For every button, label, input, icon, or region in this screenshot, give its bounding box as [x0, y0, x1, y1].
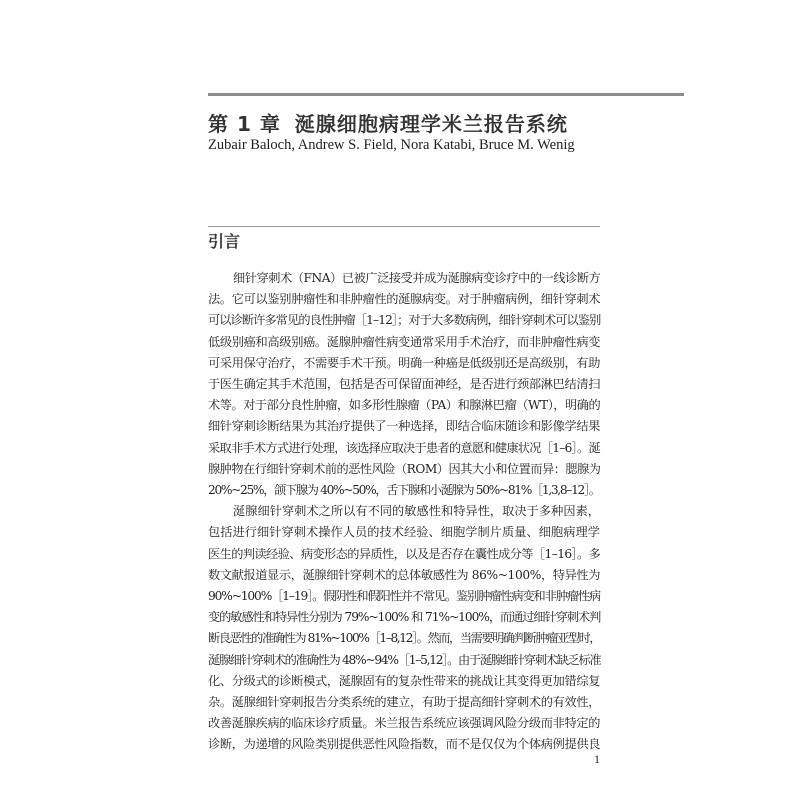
text-line: 90%~100%［1–19］。假阴性和假阳性并不常见。鉴别肿瘤性病变和非肿瘤性病 — [208, 589, 600, 604]
chapter-number: 第 1 章 — [208, 112, 281, 136]
page-number: 1 — [594, 752, 600, 766]
paragraph-1 — [208, 268, 600, 501]
paragraph-2 — [208, 501, 600, 755]
chapter-title — [208, 112, 568, 136]
text-line: 涎腺细针穿刺术的准确性为 48%~94%［1–5,12］。由于涎腺细针穿刺术缺乏标准 — [208, 652, 601, 667]
text-line: 腺肿物在行细针穿刺术前的恶性风险（ROM）因其大小和位置而异：腮腺为 — [208, 461, 601, 476]
text-line: 包括进行细针穿刺术操作人员的技术经验、细胞学制片质量、细胞病理学 — [208, 525, 600, 540]
text-line: 20%~25%，颌下腺为 40%~50%，舌下腺和小涎腺为 50%~81%［1,3,8–12］。 — [208, 483, 600, 498]
text-line: 化、分级式的诊断模式，涎腺固有的复杂性带来的挑战让其变得更加错综复 — [208, 673, 601, 688]
text-line: 涎腺细针穿刺术之所以有不同的敏感性和特异性，取决于多种因素， — [233, 504, 600, 519]
text-line: 法。它可以鉴别肿瘤性和非肿瘤性的涎腺病变。对于肿瘤病例，细针穿刺术 — [208, 292, 601, 307]
top-rule — [208, 93, 684, 96]
text-line: 术等。对于部分良性肿瘤，如多形性腺瘤（PA）和腺淋巴瘤（WT），明确的 — [208, 398, 601, 413]
text-line: 断良恶性的准确性为 81%~100%［1–8,12］。然而，当需要明确判断肿瘤亚型时， — [208, 631, 601, 646]
text-line: 可以诊断许多常见的良性肿瘤［1–12］；对于大多数病例，细针穿刺术可以鉴别 — [208, 313, 601, 328]
section-heading: 引言 — [208, 232, 241, 251]
text-line: 改善涎腺疾病的临床诊疗质量。米兰报告系统应该强调风险分级而非特定的 — [208, 716, 601, 731]
section-rule — [208, 226, 600, 227]
text-line: 可采用保守治疗，不需要手术干预。明确一种癌是低级别还是高级别，有助 — [208, 355, 601, 370]
chapter-title-text: 涎腺细胞病理学米兰报告系统 — [294, 112, 568, 136]
text-line: 细针穿刺术（FNA）已被广泛接受并成为涎腺病变诊疗中的一线诊断方 — [233, 271, 601, 285]
text-line: 变的敏感性和特异性分别为 79%~100% 和 71%~100%，而通过细针穿刺术判 — [208, 610, 601, 625]
body-text — [208, 268, 600, 756]
text-line: 采取非手术方式进行处理，该选择应取决于患者的意愿和健康状况［1–6］。涎 — [208, 440, 600, 455]
chapter-authors: Zubair Baloch, Andrew S. Field, Nora Katabi, Bruce M. Wenig — [208, 137, 575, 153]
text-line: 杂。涎腺细针穿刺报告分类系统的建立，有助于提高细针穿刺术的有效性， — [208, 695, 601, 710]
text-line: 医生的判读经验、病变形态的异质性，以及是否存在囊性成分等［1–16］。多 — [208, 546, 601, 561]
text-line: 低级别癌和高级别癌。涎腺肿瘤性病变通常采用手术治疗，而非肿瘤性病变 — [208, 334, 601, 349]
text-line: 数文献报道显示，涎腺细针穿刺术的总体敏感性为 86%~100%，特异性为 — [208, 567, 601, 582]
text-line: 于医生确定其手术范围，包括是否可保留面神经，是否进行颈部淋巴结清扫 — [208, 377, 601, 392]
text-line: 细针穿刺诊断结果为其治疗提供了一种选择，即结合临床随诊和影像学结果 — [208, 419, 601, 434]
text-line: 诊断，为递增的风险类别提供恶性风险指数，而不是仅仅为个体病例提供良 — [208, 737, 601, 752]
